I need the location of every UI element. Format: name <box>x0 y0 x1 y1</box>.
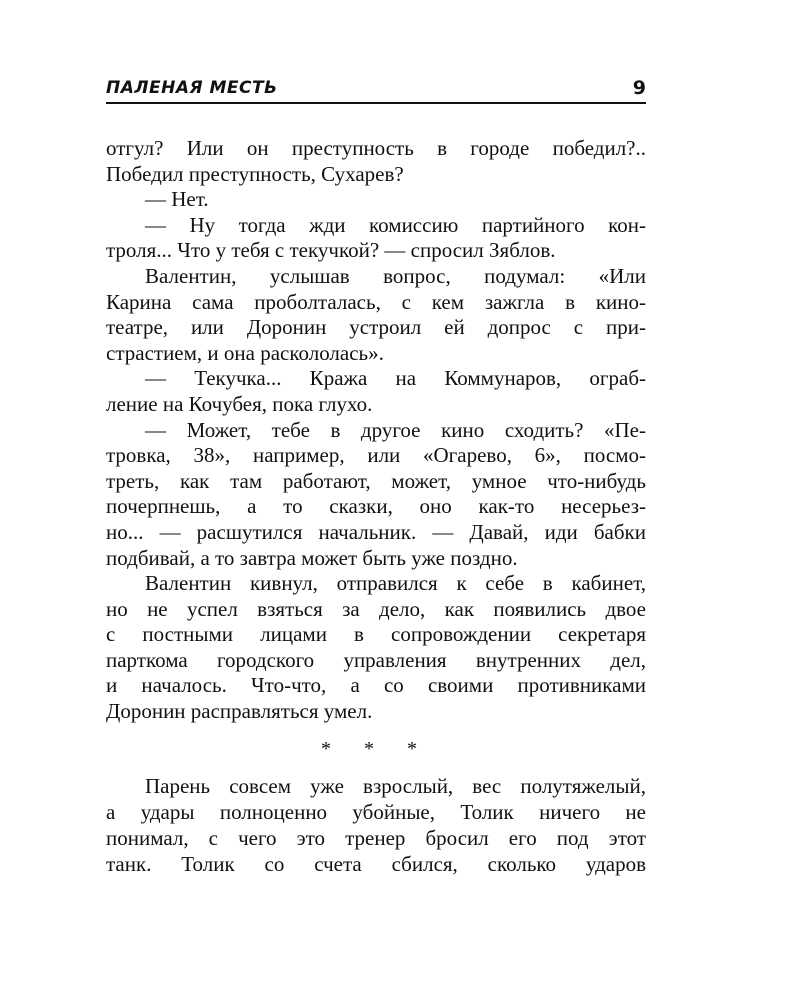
text-line: Доронин расправляться умел. <box>106 699 373 724</box>
text-line: парткома городского управления внутренних дел, <box>106 647 646 672</box>
main-text <box>106 136 646 725</box>
text-line: страстием, и она раскололась». <box>106 340 384 365</box>
text-line: Парень совсем уже взрослый, вес полутяжелый, <box>145 774 646 798</box>
text-line: танк. Толик со счета сбился, сколько ударов <box>106 852 646 876</box>
text-line: — Ну тогда жди комиссию партийного кон- <box>145 212 646 237</box>
text-line: с постными лицами в сопровождении секретаря <box>106 622 646 647</box>
text-line: но... — расшутился начальник. — Давай, иди бабки <box>106 519 646 544</box>
page-number: 9 <box>632 77 646 99</box>
paragraph <box>106 418 646 572</box>
running-title: ПАЛЕНАЯ МЕСТЬ <box>106 78 278 98</box>
text-line: и началось. Что-что, а со своими противниками <box>106 673 646 698</box>
paragraph <box>106 366 646 417</box>
text-line: почерпнешь, а то сказки, оно как-то несерьез- <box>106 494 646 519</box>
text-line: а удары полноценно убойные, Толик ничего не <box>106 800 646 824</box>
text-line: — Может, тебе в другое кино сходить? «Пе- <box>145 417 646 442</box>
running-header <box>106 76 646 104</box>
text-line: отгул? Или он преступность в городе победил?.. <box>106 136 646 160</box>
text-line: подбивай, а то завтра может быть уже поздно. <box>106 545 518 570</box>
text-line: Победил преступность, Сухарев? <box>106 161 404 186</box>
section-separator: * * * <box>321 738 431 760</box>
text-line: — Нет. <box>145 187 209 212</box>
text-line: театре, или Доронин устроил ей допрос с при- <box>106 315 646 340</box>
text-line: треть, как там работают, может, умное что-нибудь <box>106 468 646 493</box>
text-line: — Текучка... Кража на Коммунаров, ограб- <box>145 366 646 391</box>
paragraph <box>106 213 646 264</box>
text-line: Карина сама проболталась, с кем зажгла в кино- <box>106 289 646 314</box>
continued-text <box>106 773 646 877</box>
text-line: Валентин кивнул, отправился к себе в кабинет, <box>145 571 646 596</box>
text-line: ление на Кочубея, пока глухо. <box>106 391 373 416</box>
text-line: понимал, с чего это тренер бросил его под этот <box>106 826 646 850</box>
paragraph <box>106 136 646 187</box>
text-line: Валентин, услышав вопрос, подумал: «Или <box>145 263 646 288</box>
paragraph <box>106 264 646 366</box>
text-line: тровка, 38», например, или «Огарево, 6», посмо- <box>106 443 646 468</box>
text-line: но не успел взяться за дело, как появились двое <box>106 596 646 621</box>
paragraph <box>106 773 646 877</box>
paragraph <box>106 571 646 725</box>
text-line: троля... Что у тебя с текучкой? — спросил Зяблов. <box>106 238 556 263</box>
paragraph <box>106 187 646 213</box>
